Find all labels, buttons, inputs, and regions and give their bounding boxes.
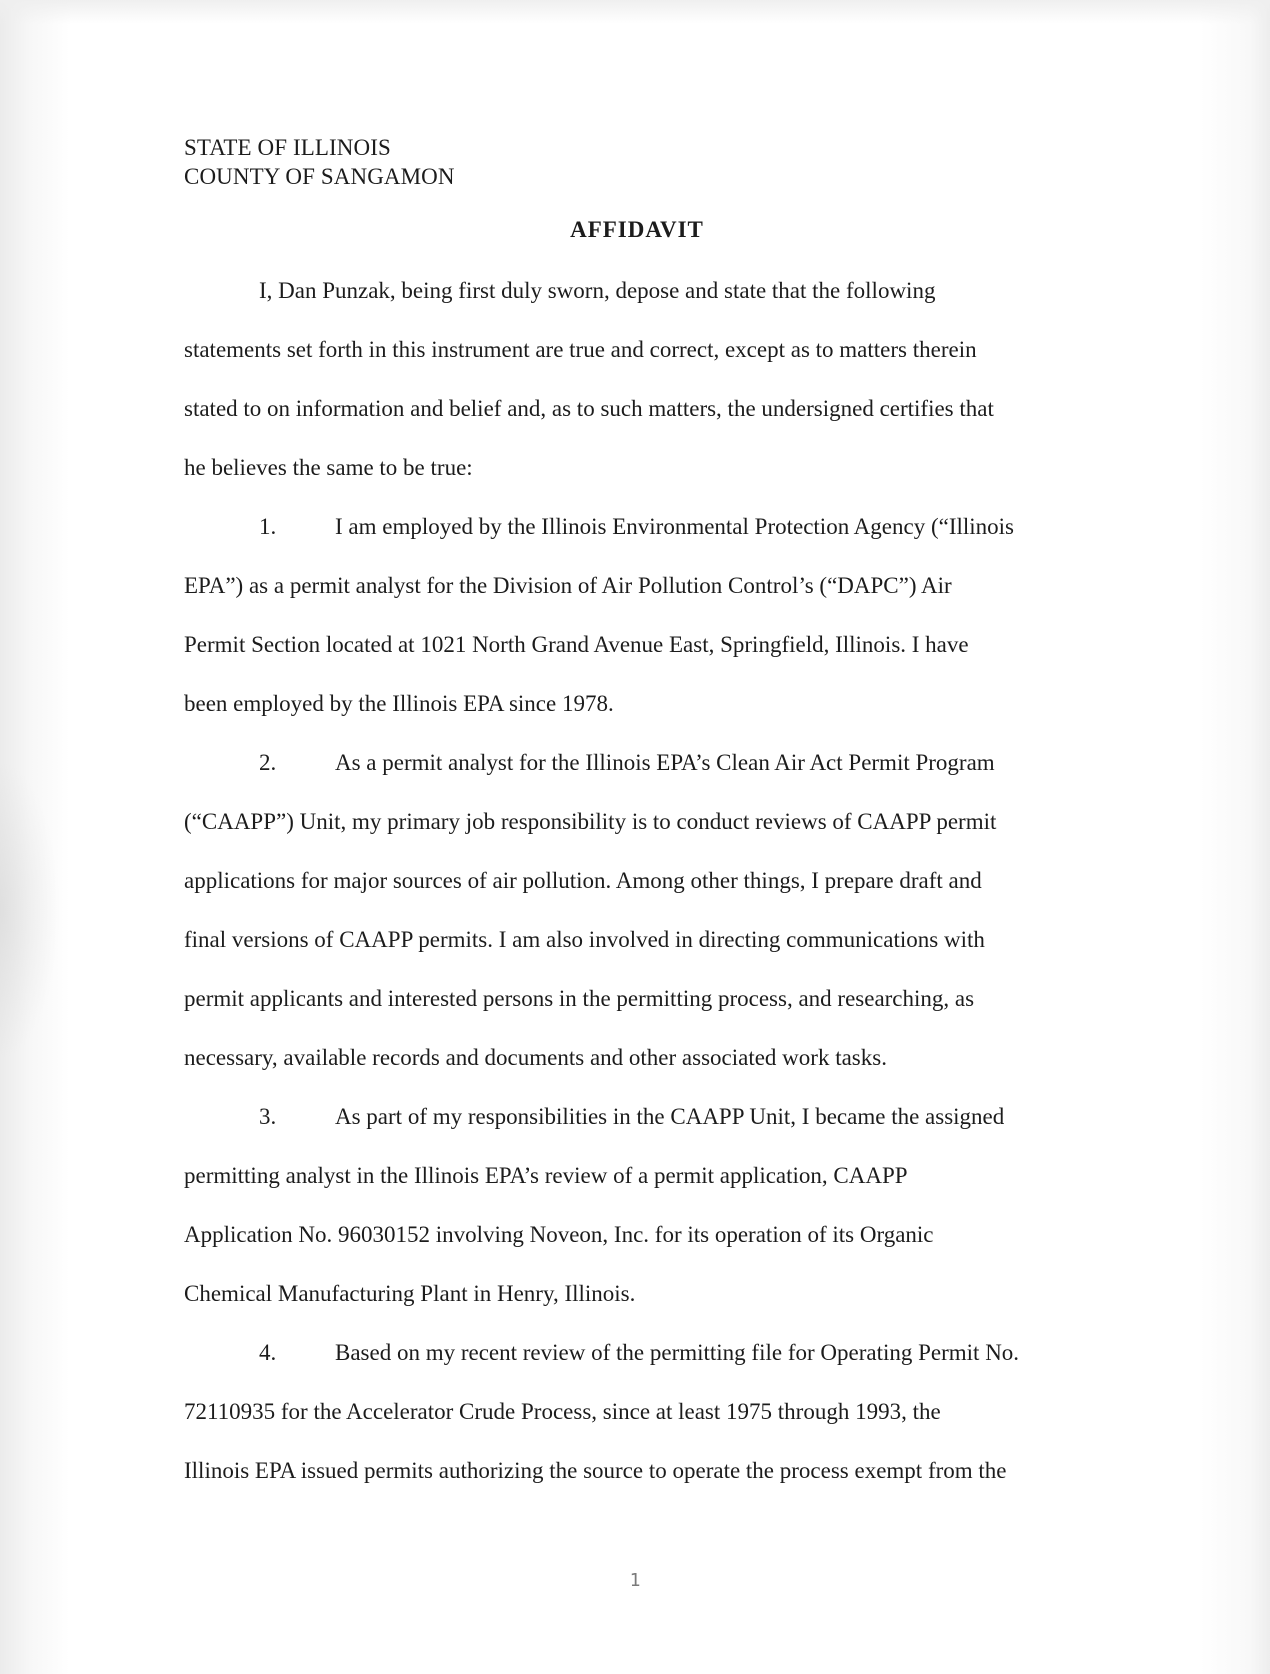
venue-county: COUNTY OF SANGAMON: [184, 164, 455, 189]
paragraph-first-line: [184, 1323, 1090, 1382]
paragraph-line: Illinois EPA issued permits authorizing the source to operate the process exempt from the: [184, 1458, 1007, 1483]
paragraph-3: [184, 1087, 1090, 1323]
paragraph-line: Application No. 96030152 involving Noveon, Inc. for its operation of its Organic: [184, 1222, 934, 1247]
paragraph-number: 4.: [259, 1340, 277, 1365]
venue-state: STATE OF ILLINOIS: [184, 135, 391, 160]
scan-shadow: [0, 0, 1270, 24]
paragraph-text: As part of my responsibilities in the CAAPP Unit, I became the assigned: [335, 1104, 1005, 1129]
paragraph-text: I am employed by the Illinois Environmental Protection Agency (“Illinois: [335, 514, 1014, 539]
paragraph-line: applications for major sources of air pollution. Among other things, I prepare draft and: [184, 868, 982, 893]
intro-line: he believes the same to be true:: [184, 455, 473, 480]
paragraph-line: final versions of CAAPP permits. I am also involved in directing communications with: [184, 927, 985, 952]
paragraph-line: 72110935 for the Accelerator Crude Process, since at least 1975 through 1993, the: [184, 1399, 941, 1424]
paragraph-first-line: [184, 497, 1090, 556]
paragraph-text: As a permit analyst for the Illinois EPA’s Clean Air Act Permit Program: [335, 750, 995, 775]
intro-line: statements set forth in this instrument are true and correct, except as to matters therein: [184, 337, 977, 362]
paragraph-first-line: [184, 1087, 1090, 1146]
paragraph-first-line: [184, 733, 1090, 792]
paragraph-1: [184, 497, 1090, 733]
paragraph-line: permit applicants and interested persons in the permitting process, and researching, as: [184, 986, 975, 1011]
paragraph-number: 2.: [259, 750, 277, 775]
paragraph-4: [184, 1323, 1090, 1500]
scan-shadow-left: [0, 760, 60, 1060]
document-title: AFFIDAVIT: [570, 217, 704, 242]
intro-line: I, Dan Punzak, being first duly sworn, depose and state that the following: [259, 278, 936, 303]
paragraph-line: EPA”) as a permit analyst for the Division of Air Pollution Control’s (“DAPC”) Air: [184, 573, 952, 598]
paragraph-number: 1.: [259, 514, 277, 539]
page-number: 1: [629, 1570, 641, 1591]
intro-line: stated to on information and belief and, as to such matters, the undersigned certifies that: [184, 396, 994, 421]
paragraph-line: Permit Section located at 1021 North Grand Avenue East, Springfield, Illinois. I have: [184, 632, 969, 657]
paragraph-line: been employed by the Illinois EPA since 1978.: [184, 691, 614, 716]
document-body: [184, 133, 1090, 1500]
paragraph-line: necessary, available records and documents and other associated work tasks.: [184, 1045, 887, 1070]
paragraph-2: [184, 733, 1090, 1087]
paragraph-line: permitting analyst in the Illinois EPA’s review of a permit application, CAAPP: [184, 1163, 908, 1188]
paragraph-text: Based on my recent review of the permitting file for Operating Permit No.: [335, 1340, 1020, 1365]
paragraph-line: (“CAAPP”) Unit, my primary job responsibility is to conduct reviews of CAAPP permit: [184, 809, 997, 834]
paragraph-line: Chemical Manufacturing Plant in Henry, Illinois.: [184, 1281, 636, 1306]
intro-paragraph: [184, 261, 1090, 497]
paragraph-number: 3.: [259, 1104, 277, 1129]
